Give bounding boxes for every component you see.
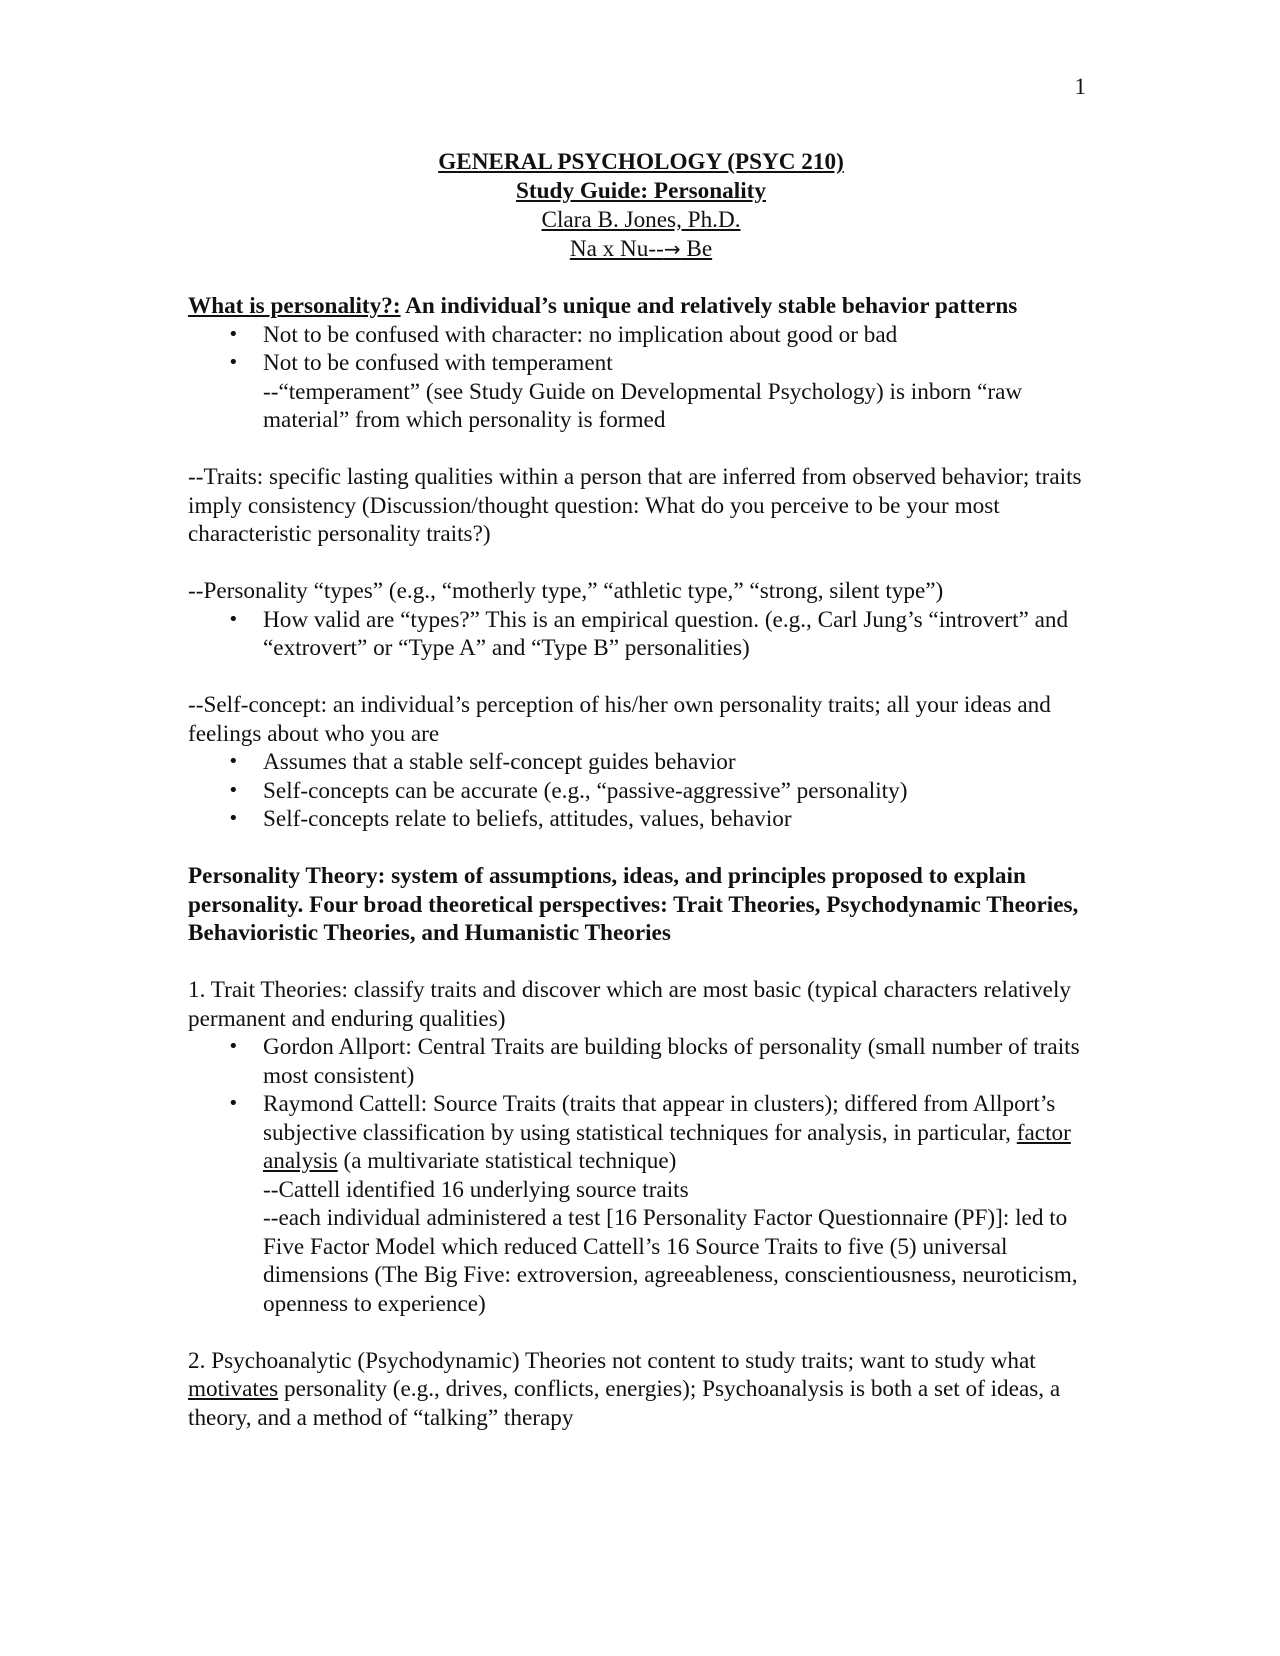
bullet-text: Assumes that a stable self-concept guides behavior (263, 749, 736, 775)
list-item (188, 805, 1094, 834)
bullet-text: Self-concepts can be accurate (e.g., “passive-aggressive” personality) (263, 777, 908, 804)
definition-bullets (188, 321, 1094, 435)
types-paragraph: --Personality “types” (e.g., “motherly type,” “athletic type,” “strong, silent type”) (188, 578, 944, 604)
guide-title: Study Guide: Personality (516, 178, 766, 204)
bullet-text: Not to be confused with character: no implication about good or bad (263, 321, 898, 348)
types-bullets (188, 606, 1094, 663)
right-arrow-icon: → (663, 237, 681, 261)
list-item (188, 606, 1094, 663)
cattell-subtext-2: --each individual administered a test [16 Personality Factor Questionnaire (PF)]: led to Five Factor Model which reduced Cattell’s 16 Source Traits to five (5) universal dimensions (The Big Five: extroversion, agreeableness, conscientiousness, neuroticism, openness to experience) (263, 1205, 1078, 1317)
cattell-text: Raymond Cattell: Source Traits (traits that appear in clusters); differed from Allport’s subjective classification by using statistical techniques for analysis, in particular, (263, 1091, 1056, 1146)
motivates-term: motivates (188, 1376, 279, 1402)
bullet-text: Self-concepts relate to beliefs, attitudes, values, behavior (263, 806, 792, 832)
trait-theories-paragraph: 1. Trait Theories: classify traits and discover which are most basic (typical characters relatively permanent and enduring qualities) (188, 977, 1071, 1032)
course-title: GENERAL PSYCHOLOGY (PSYC 210) (438, 149, 844, 175)
list-item (188, 321, 1094, 350)
bullet-text: Gordon Allport: Central Traits are building blocks of personality (small number of traits most consistent) (263, 1034, 1080, 1089)
cattell-text-after: (a multivariate statistical technique) (337, 1148, 677, 1174)
personality-definition (188, 292, 1094, 321)
document-header (188, 148, 1094, 264)
self-concept-paragraph: --Self-concept: an individual’s perception of his/her own personality traits; all your ideas and feelings about who you are (188, 692, 1051, 747)
definition-text: An individual’s unique and relatively stable behavior patterns (400, 293, 1018, 319)
formula-prefix: Na x Nu-- (569, 236, 664, 262)
definition-label: What is personality?: (188, 293, 401, 319)
formula-suffix: Be (680, 236, 713, 262)
list-item (188, 1033, 1094, 1090)
author-name: Clara B. Jones, Ph.D. (541, 207, 741, 233)
psychoanalytic-text: 2. Psychoanalytic (Psychodynamic) Theories not content to study traits; want to study what (188, 1347, 1036, 1374)
factor-analysis-term: factor analysis (263, 1119, 1071, 1174)
bullet-subtext: --“temperament” (see Study Guide on Developmental Psychology) is inborn “raw material” from which personality is formed (263, 378, 1023, 433)
list-item (188, 1090, 1094, 1318)
traits-paragraph: --Traits: specific lasting qualities within a person that are inferred from observed behavior; traits imply consistency (Discussion/thought question: What do you perceive to be your most characteristic personality traits?) (188, 464, 1082, 547)
psychoanalytic-paragraph (188, 1347, 1094, 1433)
self-concept-bullets (188, 748, 1094, 834)
list-item (188, 748, 1094, 777)
cattell-subtext-1: --Cattell identified 16 underlying source traits (263, 1176, 689, 1203)
document-body (188, 148, 1094, 1461)
list-item (188, 349, 1094, 435)
personality-theory-heading: Personality Theory: system of assumptions, ideas, and principles proposed to explain personality. Four broad theoretical perspectives: Trait Theories, Psychodynamic Theories, Behavioristic Theories, and Humanistic Theories (188, 863, 1079, 946)
formula-line (188, 235, 1094, 264)
bullet-text: Not to be confused with temperament (263, 350, 613, 376)
bullet-text: How valid are “types?” This is an empirical question. (e.g., Carl Jung’s “introvert” and “extrovert” or “Type A” and “Type B” personalities) (263, 606, 1069, 661)
trait-theories-bullets (188, 1033, 1094, 1318)
list-item (188, 777, 1094, 806)
page-number: 1 (1074, 74, 1086, 99)
psychoanalytic-text-after: personality (e.g., drives, conflicts, energies); Psychoanalysis is both a set of ideas, a theory, and a method of “talking” therapy (188, 1376, 1061, 1431)
